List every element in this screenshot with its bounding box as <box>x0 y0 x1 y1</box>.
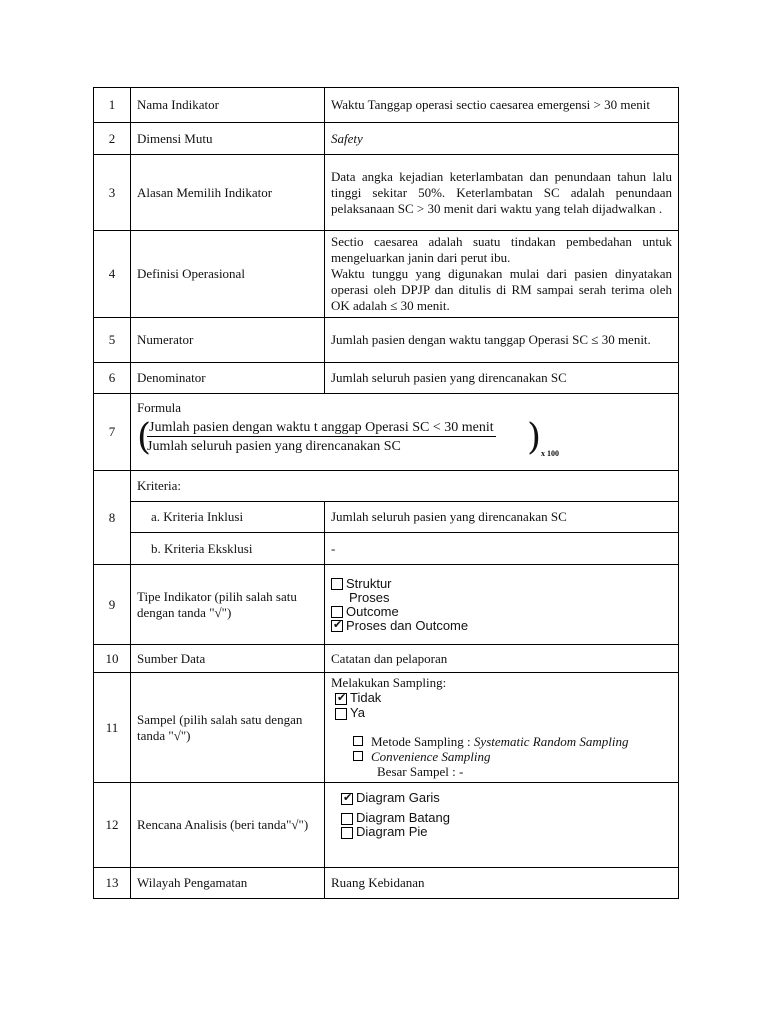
option-ya[interactable]: Ya <box>331 705 672 720</box>
row-kriteria-eksklusi <box>94 533 679 565</box>
row-label: Numerator <box>131 318 325 363</box>
row-sampel <box>94 673 679 783</box>
checkbox-proses-outcome-checked[interactable] <box>331 620 343 632</box>
option-diagram-garis[interactable]: ✔Diagram Garis <box>331 791 672 805</box>
row-dimensi-mutu <box>94 123 679 155</box>
row-value: Waktu Tanggap operasi sectio caesarea emergensi > 30 menit <box>325 88 679 123</box>
row-label: Alasan Memilih Indikator <box>131 155 325 231</box>
row-label: Wilayah Pengamatan <box>131 868 325 899</box>
bullet-square-icon <box>353 751 363 761</box>
formula-label: Formula <box>137 400 182 415</box>
row-label: Denominator <box>131 363 325 394</box>
kriteria-heading: Kriteria: <box>131 471 679 502</box>
row-numerator <box>94 318 679 363</box>
tipe-options <box>325 565 679 645</box>
row-tipe-indikator <box>94 565 679 645</box>
row-number: 6 <box>94 363 131 394</box>
row-number: 3 <box>94 155 131 231</box>
row-label: Tipe Indikator (pilih salah satu dengan tanda "√") <box>131 565 325 645</box>
inklusi-value: Jumlah seluruh pasien yang direncanakan SC <box>325 502 679 533</box>
option-proses-outcome[interactable]: ✔Proses dan Outcome <box>331 619 672 633</box>
row-value <box>325 231 679 318</box>
row-nama-indikator <box>94 88 679 123</box>
convenience-line: Convenience Sampling <box>331 749 672 764</box>
formula-cell <box>131 394 679 471</box>
row-denominator <box>94 363 679 394</box>
row-number: 9 <box>94 565 131 645</box>
row-definisi <box>94 231 679 318</box>
row-number: 5 <box>94 318 131 363</box>
row-value: Jumlah pasien dengan waktu tanggap Operasi SC ≤ 30 menit. <box>325 318 679 363</box>
option-struktur[interactable]: Struktur <box>331 577 672 591</box>
row-wilayah <box>94 868 679 899</box>
metode-line: Metode Sampling : Systematic Random Sampling <box>331 734 672 749</box>
row-sumber-data <box>94 645 679 673</box>
sampel-cell <box>325 673 679 783</box>
option-diagram-batang[interactable]: Diagram Batang <box>331 811 672 825</box>
row-kriteria <box>94 471 679 502</box>
row-number: 4 <box>94 231 131 318</box>
row-label: Sampel (pilih salah satu dengan tanda "√") <box>131 673 325 783</box>
row-number: 7 <box>94 394 131 471</box>
row-label: Definisi Operasional <box>131 231 325 318</box>
left-paren: ( <box>137 417 152 458</box>
row-label: Sumber Data <box>131 645 325 673</box>
option-outcome[interactable]: Outcome <box>331 605 672 619</box>
bullet-square-icon <box>353 736 363 746</box>
row-value: Ruang Kebidanan <box>325 868 679 899</box>
row-formula <box>94 394 679 471</box>
formula-denominator: Jumlah seluruh pasien yang direncanakan SC <box>147 439 401 454</box>
besar-sampel: Besar Sampel : - <box>377 764 464 779</box>
row-number: 12 <box>94 783 131 868</box>
row-value: Safety <box>325 123 679 155</box>
sampling-heading: Melakukan Sampling: <box>331 675 447 690</box>
definisi-paragraph-1: Sectio caesarea adalah suatu tindakan pembedahan untuk mengeluarkan janin dari perut ibu. <box>331 234 672 265</box>
option-tidak[interactable]: ✔Tidak <box>331 690 672 705</box>
checkbox-tidak-checked[interactable] <box>335 693 347 705</box>
checkbox-struktur[interactable] <box>331 578 343 590</box>
row-number: 11 <box>94 673 131 783</box>
checkbox-outcome[interactable] <box>331 606 343 618</box>
definisi-paragraph-2: Waktu tunggu yang digunakan mulai dari pasien dinyatakan operasi oleh DPJP dan ditulis di RM sampai serah terima oleh OK adalah ≤ 30 menit. <box>331 266 672 313</box>
row-number: 2 <box>94 123 131 155</box>
eksklusi-label: b. Kriteria Eksklusi <box>131 533 325 565</box>
eksklusi-value: - <box>325 533 679 565</box>
option-proses[interactable]: Proses <box>349 589 390 605</box>
row-number: 13 <box>94 868 131 899</box>
inklusi-label: a. Kriteria Inklusi <box>131 502 325 533</box>
indicator-profile-table <box>93 87 679 899</box>
checkbox-batang[interactable] <box>341 813 353 825</box>
row-label: Rencana Analisis (beri tanda"√") <box>131 783 325 868</box>
checkbox-ya[interactable] <box>335 708 347 720</box>
row-kriteria-inklusi <box>94 502 679 533</box>
row-value: Catatan dan pelaporan <box>325 645 679 673</box>
checkbox-garis-checked[interactable] <box>341 793 353 805</box>
row-value: Data angka kejadian keterlambatan dan penundaan tahun lalu tinggi sekitar 50%. Keterlambatan SC adalah penundaan pelaksanaan SC > 30 menit dari waktu yang telah dijadwalkan . <box>325 155 679 231</box>
row-number: 10 <box>94 645 131 673</box>
row-number: 8 <box>94 471 131 565</box>
option-diagram-pie[interactable]: Diagram Pie <box>331 825 672 839</box>
row-label: Nama Indikator <box>131 88 325 123</box>
row-value: Jumlah seluruh pasien yang direncanakan SC <box>325 363 679 394</box>
row-alasan <box>94 155 679 231</box>
formula-numerator: Jumlah pasien dengan waktu t anggap Operasi SC < 30 menit <box>149 420 494 435</box>
row-rencana-analisis <box>94 783 679 868</box>
row-number: 1 <box>94 88 131 123</box>
formula-multiplier: x 100 <box>541 449 559 458</box>
row-label: Dimensi Mutu <box>131 123 325 155</box>
formula-fraction <box>137 417 672 458</box>
checkbox-pie[interactable] <box>341 827 353 839</box>
analisis-options <box>325 783 679 868</box>
right-paren: ) <box>527 417 542 458</box>
